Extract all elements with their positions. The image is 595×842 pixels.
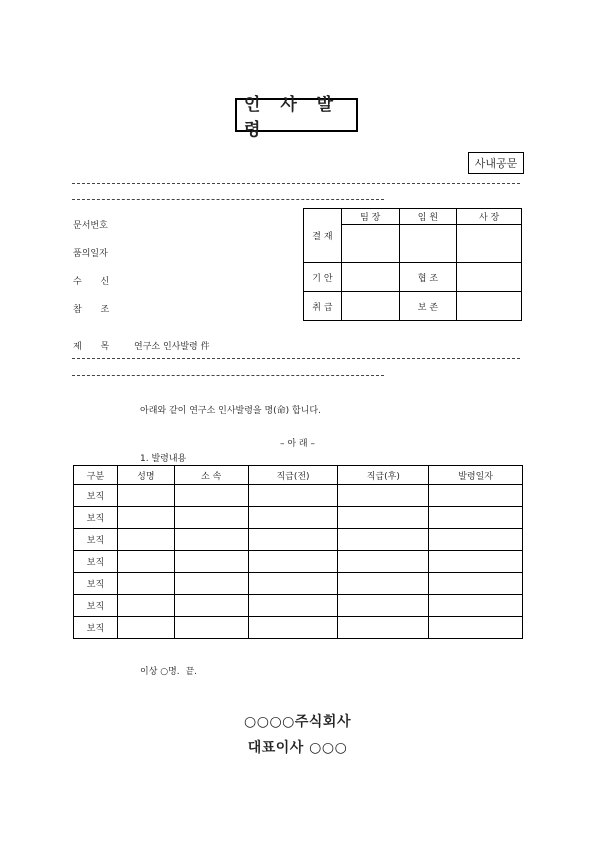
- table-row: [74, 617, 523, 639]
- date-cell[interactable]: [429, 573, 523, 595]
- divider: [72, 183, 520, 184]
- category-cell: 보직: [74, 551, 118, 573]
- keep-label: 보 존: [399, 292, 457, 321]
- date-cell[interactable]: [429, 617, 523, 639]
- name-cell[interactable]: [117, 485, 174, 507]
- signature-cell[interactable]: [399, 225, 457, 263]
- rank-before-cell[interactable]: [248, 551, 338, 573]
- below-label: – 아 래 –: [280, 439, 315, 449]
- category-cell: 보직: [74, 507, 118, 529]
- coop-label: 협 조: [399, 263, 457, 292]
- department-cell[interactable]: [174, 551, 248, 573]
- rank-before-cell[interactable]: [248, 617, 338, 639]
- subject-text: 연구소 인사발령 件: [134, 342, 210, 352]
- department-cell[interactable]: [174, 573, 248, 595]
- coop-cell[interactable]: [457, 263, 522, 292]
- table-row: [74, 529, 523, 551]
- table-row: [74, 573, 523, 595]
- rank-after-cell[interactable]: [338, 485, 429, 507]
- rank-before-cell[interactable]: [248, 485, 338, 507]
- column-header: 구분: [74, 466, 118, 485]
- keep-cell[interactable]: [457, 292, 522, 321]
- name-cell[interactable]: [117, 551, 174, 573]
- rank-before-cell[interactable]: [248, 529, 338, 551]
- column-header: 소 속: [174, 466, 248, 485]
- rank-before-cell[interactable]: [248, 595, 338, 617]
- draft-cell[interactable]: [341, 263, 399, 292]
- category-cell: 보직: [74, 595, 118, 617]
- rank-before-cell[interactable]: [248, 573, 338, 595]
- doc-number-label: 문서번호: [73, 221, 108, 231]
- department-cell[interactable]: [174, 485, 248, 507]
- subject-label: 제 목: [73, 342, 110, 352]
- name-cell[interactable]: [117, 507, 174, 529]
- date-cell[interactable]: [429, 551, 523, 573]
- section-label: 1. 발령내용: [140, 454, 187, 464]
- department-cell[interactable]: [174, 617, 248, 639]
- signature-cell[interactable]: [457, 225, 522, 263]
- reference-label: 참 조: [73, 305, 110, 315]
- table-header-row: [74, 466, 523, 485]
- approval-table: [303, 208, 522, 321]
- appointment-table: [73, 465, 523, 639]
- handle-label: 취 급: [304, 292, 342, 321]
- document-title: 인 사 발 령: [235, 98, 358, 132]
- date-cell[interactable]: [429, 485, 523, 507]
- date-cell[interactable]: [429, 507, 523, 529]
- name-cell[interactable]: [117, 595, 174, 617]
- department-cell[interactable]: [174, 507, 248, 529]
- divider: [72, 199, 384, 200]
- draft-label: 기 안: [304, 263, 342, 292]
- internal-notice-badge: 사내공문: [468, 152, 524, 174]
- signature-cell[interactable]: [341, 225, 399, 263]
- column-header: 성명: [117, 466, 174, 485]
- draft-date-label: 품의일자: [73, 249, 108, 259]
- date-cell[interactable]: [429, 595, 523, 617]
- rank-after-cell[interactable]: [338, 617, 429, 639]
- name-cell[interactable]: [117, 573, 174, 595]
- table-row: [74, 595, 523, 617]
- department-cell[interactable]: [174, 529, 248, 551]
- name-cell[interactable]: [117, 617, 174, 639]
- rank-after-cell[interactable]: [338, 595, 429, 617]
- approval-header: 팀 장: [341, 209, 399, 225]
- company-name: ○○○○주식회사: [244, 714, 351, 730]
- department-cell[interactable]: [174, 595, 248, 617]
- closing-text: 이상 ○명. 끝.: [140, 667, 197, 677]
- rank-after-cell[interactable]: [338, 507, 429, 529]
- table-row: [74, 551, 523, 573]
- name-cell[interactable]: [117, 529, 174, 551]
- approval-header: 임 원: [399, 209, 457, 225]
- category-cell: 보직: [74, 617, 118, 639]
- rank-after-cell[interactable]: [338, 529, 429, 551]
- divider: [72, 358, 520, 359]
- handle-cell[interactable]: [341, 292, 399, 321]
- rank-after-cell[interactable]: [338, 573, 429, 595]
- date-cell[interactable]: [429, 529, 523, 551]
- table-row: [74, 485, 523, 507]
- approval-label: 결 재: [304, 209, 342, 263]
- category-cell: 보직: [74, 573, 118, 595]
- approval-header: 사 장: [457, 209, 522, 225]
- column-header: 직급(전): [248, 466, 338, 485]
- category-cell: 보직: [74, 529, 118, 551]
- column-header: 발령일자: [429, 466, 523, 485]
- column-header: 직급(후): [338, 466, 429, 485]
- body-text: 아래와 같이 연구소 인사발령을 명(命) 합니다.: [140, 406, 321, 416]
- rank-after-cell[interactable]: [338, 551, 429, 573]
- category-cell: 보직: [74, 485, 118, 507]
- ceo-signature: 대표이사 ○○○: [247, 740, 348, 756]
- rank-before-cell[interactable]: [248, 507, 338, 529]
- recipient-label: 수 신: [73, 277, 110, 287]
- divider: [72, 375, 384, 376]
- table-row: [74, 507, 523, 529]
